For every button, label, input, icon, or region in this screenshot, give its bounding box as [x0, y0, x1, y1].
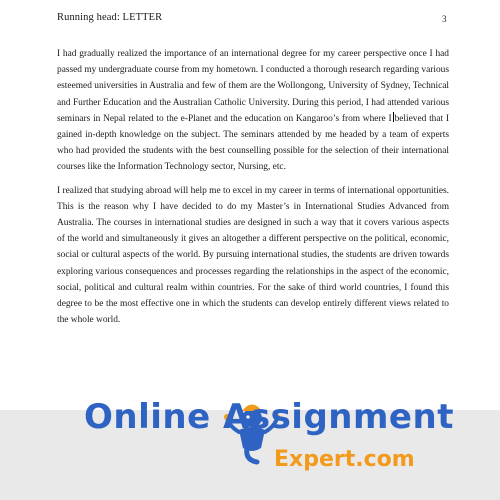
page-number: 3 [442, 14, 447, 24]
brand-wordmark-line1: Online Assignment [84, 397, 454, 437]
running-head: Running head: LETTER [57, 12, 163, 23]
document-body[interactable] [57, 46, 449, 335]
paragraph-1-text-a: I had gradually realized the importance of an international degree for my career perspective once I had passed my undergraduate course from my hometown. I conducted a thorough research regarding various esteemed universities in Australia and few of them are the Wollongong, University of Sydney, Technical and Further Education and the Australian Catholic University. During this period, I had attended various seminars in Nepal related to the e-Planet and the education on Kangaroo’s from where I [57, 49, 449, 124]
paragraph-1-text-b: believed that I gained in-depth knowledge on the subject. The seminars attended by me headed by a team of experts who had provided the students with the best counselling possible for the selection of their international courses like the Information Technology sector, Nursing, etc. [57, 113, 449, 173]
brand-wordmark-line2: Expert.com [274, 447, 415, 472]
paragraph-1[interactable] [57, 46, 449, 176]
paragraph-2[interactable]: I realized that studying abroad will help me to excel in my career in terms of international opportunities. This is the reason why I have decided to do my Master’s in International Studies Advanced from Australia. The courses in international studies are designed in such a way that it covers various aspects of the world and simultaneously it gives an altogether a different perspective on the political, economic, social or cultural aspects of the world. By pursuing international studies, the students are driven towards exploring various consequences and processes regarding the relationships in the aspect of the economic, social, political and cultural realm within countries. For the sake of third world countries, I found this degree to be the most effective one in which the students can develop entirely different views related to the whole world. [57, 185, 449, 326]
text-cursor [393, 112, 394, 122]
